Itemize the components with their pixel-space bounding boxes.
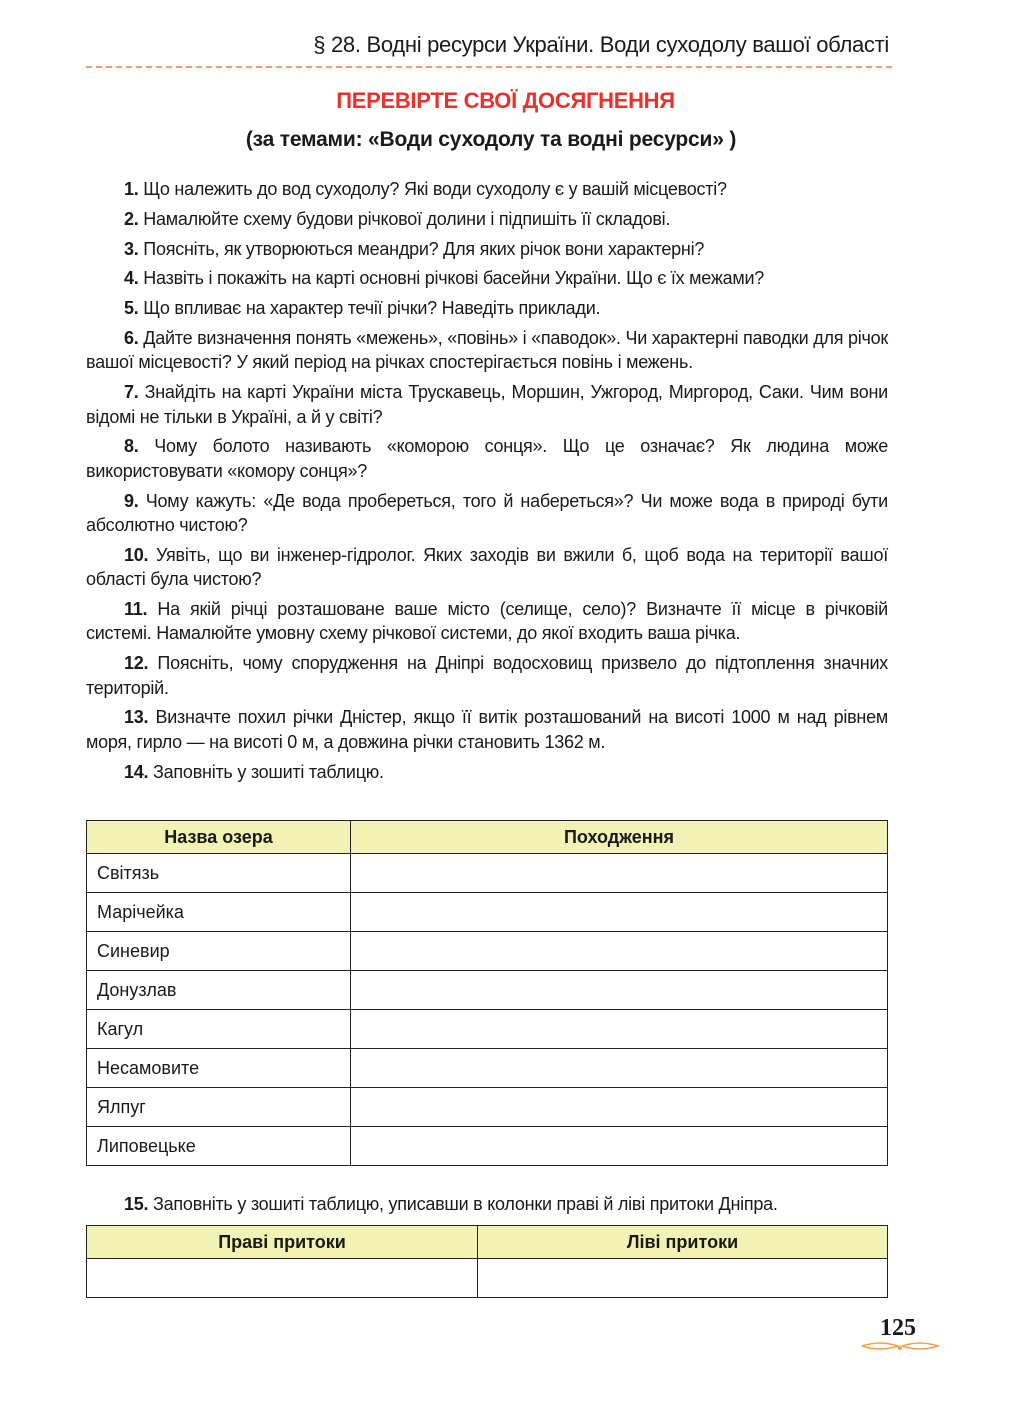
question-text: Що належить до вод суходолу? Які води суходолу є у вашій місцевості? bbox=[143, 179, 727, 199]
column-header-right-tributaries: Праві притоки bbox=[87, 1226, 478, 1259]
question-text: Визначте похил річки Дністер, якщо її витік розташований на висоті 1000 м над рівнем моря, гирло — на висоті 0 м, а довжина річки становить 1362 м. bbox=[86, 707, 888, 752]
question-text: Уявіть, що ви інженер-гідролог. Яких заходів ви вжили б, щоб вода на території вашої області була чистою? bbox=[86, 544, 888, 590]
question-text: Дайте визначення понять «межень», «повінь» і «паводок». Чи характерні паводки для річок вашої місцевості? У який період на річках спостерігається повінь і межень. bbox=[86, 327, 888, 373]
question-number: 4. bbox=[124, 268, 139, 289]
page-number: 125 bbox=[880, 1315, 916, 1341]
question-text: Що впливає на характер течії річки? Наведіть приклади. bbox=[143, 298, 601, 319]
origin-cell bbox=[351, 1049, 888, 1088]
question-item bbox=[86, 237, 888, 261]
table-row bbox=[87, 971, 888, 1010]
page-subtitle: (за темами: «Води суходолу та водні ресурси» ) bbox=[245, 128, 737, 151]
question-number: 5. bbox=[124, 298, 139, 319]
question-number: 8. bbox=[124, 436, 139, 457]
question-item bbox=[86, 651, 888, 700]
table-cell bbox=[87, 1259, 478, 1298]
question-item bbox=[86, 296, 888, 320]
table-row bbox=[87, 1259, 888, 1298]
origin-cell bbox=[351, 893, 888, 932]
question-list bbox=[86, 177, 888, 789]
question-item bbox=[86, 380, 888, 429]
question-text: Заповніть у зошиті таблицю, уписавши в колонки праві й ліві притоки Дніпра. bbox=[153, 1194, 778, 1214]
question-item bbox=[86, 597, 888, 646]
question-item bbox=[86, 434, 888, 483]
origin-cell bbox=[351, 1088, 888, 1127]
question-item bbox=[86, 705, 888, 754]
question-item bbox=[86, 760, 888, 784]
origin-cell bbox=[351, 1010, 888, 1049]
table-row bbox=[87, 1127, 888, 1166]
lake-name-cell: Липовецьке bbox=[87, 1127, 351, 1166]
tributaries-table bbox=[86, 1225, 888, 1298]
question-text: Чому болото називають «коморою сонця». Що це означає? Як людина може використовувати «комору сонця»? bbox=[86, 436, 888, 481]
lake-name-cell: Донузлав bbox=[87, 971, 351, 1010]
origin-cell bbox=[351, 854, 888, 893]
question-item bbox=[86, 543, 888, 592]
question-text: Заповніть у зошиті таблицю. bbox=[153, 761, 384, 782]
question-text: Поясніть, як утворюються меандри? Для яких річок вони характерні? bbox=[143, 238, 705, 259]
question-number: 11. bbox=[124, 599, 148, 619]
ornament-icon bbox=[860, 1340, 940, 1352]
column-header-lake-name: Назва озера bbox=[87, 821, 351, 854]
question-number: 9. bbox=[124, 490, 139, 511]
question-number: 3. bbox=[124, 238, 139, 259]
question-number: 15. bbox=[124, 1194, 149, 1214]
question-15 bbox=[86, 1192, 888, 1222]
lakes-table bbox=[86, 820, 888, 1166]
question-item bbox=[86, 489, 888, 538]
question-text: Назвіть і покажіть на карті основні річкові басейни України. Що є їх межами? bbox=[143, 268, 765, 289]
question-number: 12. bbox=[124, 653, 149, 674]
question-number: 7. bbox=[124, 382, 139, 403]
table-row bbox=[87, 854, 888, 893]
table-row bbox=[87, 1010, 888, 1049]
question-text: Намалюйте схему будови річкової долини і підпишіть її складові. bbox=[143, 208, 671, 229]
origin-cell bbox=[351, 971, 888, 1010]
table-row bbox=[87, 893, 888, 932]
question-text: Знайдіть на карті України міста Трускавець, Моршин, Ужгород, Миргород, Саки. Чим вони відомі не тільки в Україні, а й у світі? bbox=[86, 382, 888, 427]
question-number: 13. bbox=[124, 707, 149, 728]
origin-cell bbox=[351, 1127, 888, 1166]
column-header-left-tributaries: Ліві притоки bbox=[478, 1226, 888, 1259]
page-title: ПЕРЕВІРТЕ СВОЇ ДОСЯГНЕННЯ bbox=[336, 88, 675, 113]
lake-name-cell: Ялпуг bbox=[87, 1088, 351, 1127]
question-number: 10. bbox=[124, 544, 149, 565]
question-number: 6. bbox=[124, 327, 139, 348]
question-text: Поясніть, чому спорудження на Дніпрі водосховищ призвело до підтоплення значних територій. bbox=[86, 653, 888, 698]
origin-cell bbox=[351, 932, 888, 971]
question-number: 14. bbox=[124, 761, 149, 782]
lake-name-cell: Марічейка bbox=[87, 893, 351, 932]
question-item bbox=[86, 326, 888, 375]
table-row bbox=[87, 1088, 888, 1127]
lake-name-cell: Синевир bbox=[87, 932, 351, 971]
section-header: § 28. Водні ресурси України. Води суходолу вашої області bbox=[313, 32, 889, 57]
header-divider bbox=[86, 66, 892, 68]
lake-name-cell: Кагул bbox=[87, 1010, 351, 1049]
question-item bbox=[86, 266, 888, 290]
question-item bbox=[86, 177, 888, 201]
table-row bbox=[87, 932, 888, 971]
column-header-origin: Походження bbox=[351, 821, 888, 854]
question-item bbox=[86, 207, 888, 231]
question-number: 2. bbox=[124, 208, 139, 229]
lake-name-cell: Несамовите bbox=[87, 1049, 351, 1088]
question-text: Чому кажуть: «Де вода пробереться, того й набереться»? Чи може вода в природі бути абсолютно чистою? bbox=[86, 490, 888, 535]
table-row bbox=[87, 1049, 888, 1088]
table-cell bbox=[478, 1259, 888, 1298]
question-number: 1. bbox=[124, 179, 139, 199]
lake-name-cell: Світязь bbox=[87, 854, 351, 893]
question-text: На якій річці розташоване ваше місто (селище, село)? Визначте її місце в річковій системі. Намалюйте умовну схему річкової системи, до якої входить ваша річка. bbox=[86, 599, 888, 644]
